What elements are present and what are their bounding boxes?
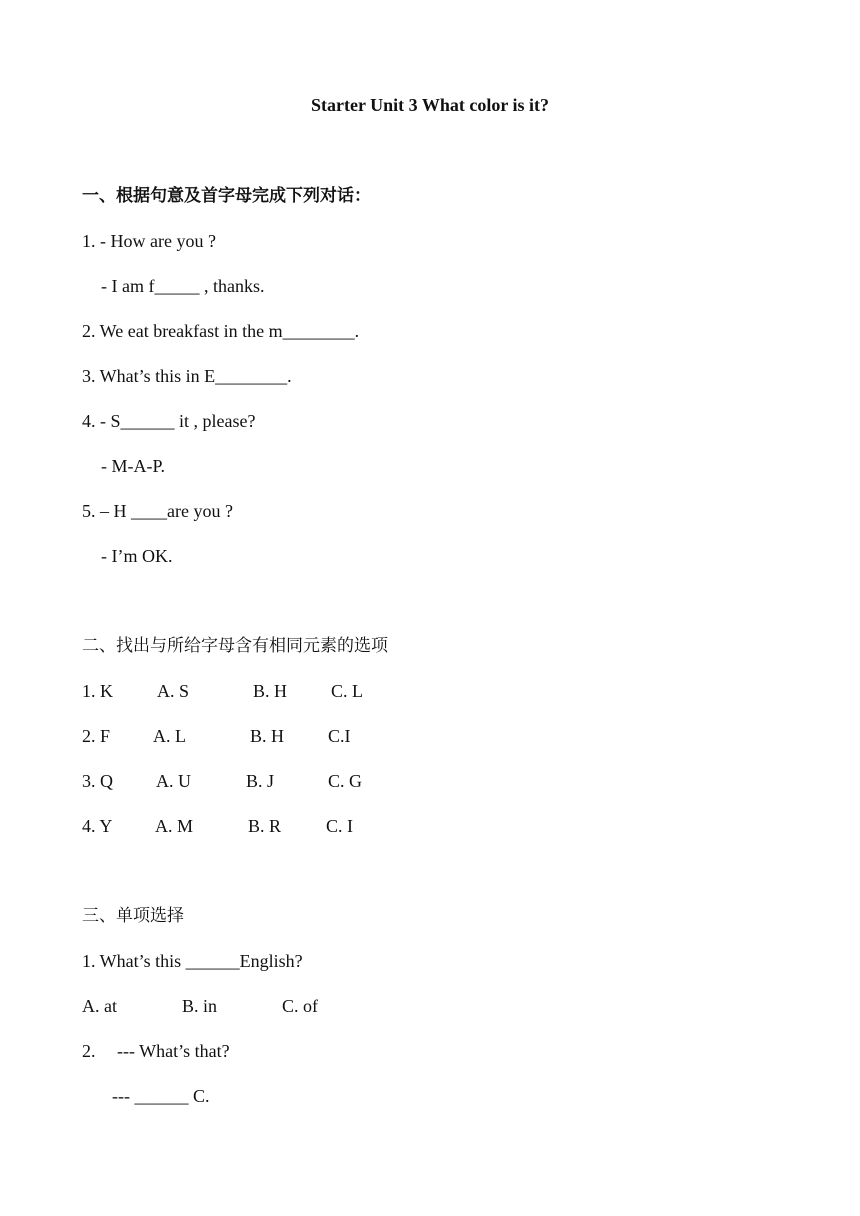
option-c: C. G [328,771,363,791]
question-2-answer-line: --- ______ C. [112,1086,210,1106]
option-c: C. L [331,681,364,701]
section1-line: 5. – H ____are you ? [82,501,233,521]
option-a: A. L [153,726,186,746]
option-a: A. S [157,681,190,701]
option-a: A. at [82,996,117,1016]
option-b: B. in [182,996,218,1016]
question-2-line: --- What’s that? [117,1041,230,1061]
option-b: B. H [253,681,288,701]
section1-line: 2. We eat breakfast in the m________. [82,321,360,341]
question-1: 1. What’s this ______English? [82,951,303,971]
option-c: C. I [326,816,353,836]
section1-line: 4. - S______ it , please? [82,411,256,431]
section1-line: - I am f_____ , thanks. [101,276,265,296]
section2-heading: 二、找出与所给字母含有相同元素的选项 [82,636,388,656]
option-b: B. J [246,771,275,791]
option-b: B. H [250,726,285,746]
option-b: B. R [248,816,282,836]
option-question: 3. Q [82,771,113,791]
section1-line: - I’m OK. [101,546,173,566]
page-title: Starter Unit 3 What color is it? [311,95,549,115]
section1-heading: 一、根据句意及首字母完成下列对话： [82,186,371,206]
option-c: C.I [328,726,351,746]
option-a: A. M [155,816,194,836]
option-question: 1. K [82,681,113,701]
section1-line: 3. What’s this in E________. [82,366,292,386]
section1-line: 1. - How are you ? [82,231,216,251]
section3-heading: 三、单项选择 [82,906,184,926]
option-question: 2. F [82,726,111,746]
option-a: A. U [156,771,191,791]
option-question: 4. Y [82,816,113,836]
section1-line: - M-A-P. [101,456,166,476]
option-c: C. of [282,996,318,1016]
question-2-number: 2. [82,1041,96,1061]
